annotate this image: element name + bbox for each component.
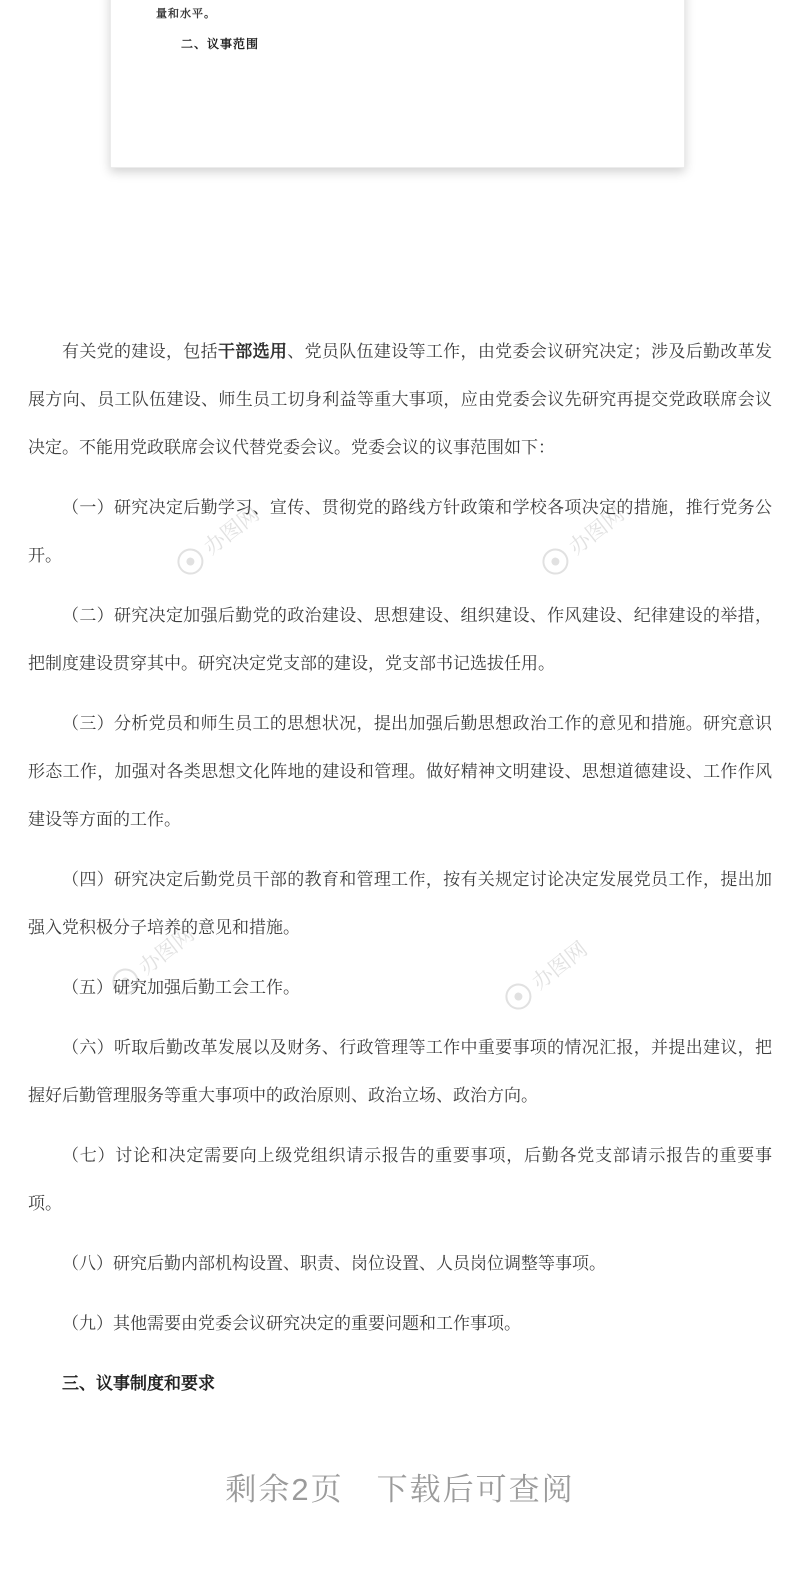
list-item-1: （一）研究决定后勤学习、宣传、贯彻党的路线方针政策和学校各项决定的措施，推行党务公开。 <box>28 498 772 565</box>
list-item-4: （四）研究决定后勤党员干部的教育和管理工作，按有关规定讨论决定发展党员工作，提出加强入党积极分子培养的意见和措施。 <box>28 870 772 937</box>
intro-bold-term: 干部选用 <box>217 342 288 361</box>
watermark-text: 办图网 <box>135 922 199 980</box>
intro-text-after: 、党员队伍建设等工作，由党委会议研究决定；涉及后勤改革发展方向、员工队伍建设、师生员工切身利益等重大事项，应由党委会议先研究再提交党政联席会议决定。不能用党政联席会议代替党委会议。党委会议的议事范围如下： <box>28 342 773 457</box>
section-heading-3: 三、议事制度和要求 <box>62 1374 215 1393</box>
previous-page-tail-text: 量和水平。 <box>156 8 216 20</box>
list-item-3: （三）分析党员和师生员工的思想状况，提出加强后勤思想政治工作的意见和措施。研究意识形态工作，加强对各类思想文化阵地的建设和管理。做好精神文明建设、思想道德建设、工作作风建设等方面的工作。 <box>28 714 772 829</box>
previous-page-section-heading: 二、议事范围 <box>181 37 260 51</box>
list-item-9: （九）其他需要由党委会议研究决定的重要问题和工作事项。 <box>62 1314 521 1333</box>
list-item-6: （六）听取后勤改革发展以及财务、行政管理等工作中重要事项的情况汇报，并提出建议，把握好后勤管理服务等重大事项中的政治原则、政治立场、政治方向。 <box>28 1038 772 1105</box>
intro-paragraph <box>28 328 772 472</box>
list-item-5: （五）研究加强后勤工会工作。 <box>62 978 300 997</box>
list-item-8: （八）研究后勤内部机构设置、职责、岗位设置、人员岗位调整等事项。 <box>62 1254 606 1273</box>
previous-page-preview <box>110 0 685 168</box>
remaining-pages-notice: 剩余2页 下载后可查阅 <box>225 1472 575 1507</box>
document-body <box>28 328 772 1408</box>
list-item-7: （七）讨论和决定需要向上级党组织请示报告的重要事项，后勤各党支部请示报告的重要事项。 <box>28 1146 772 1213</box>
list-item-2: （二）研究决定加强后勤党的政治建设、思想建设、组织建设、作风建设、纪律建设的举措，把制度建设贯穿其中。研究决定党支部的建设，党支部书记选拔任用。 <box>28 606 772 673</box>
watermark-text: 办图网 <box>200 502 264 560</box>
intro-text-before: 有关党的建设，包括 <box>62 342 218 361</box>
watermark-text: 办图网 <box>565 502 629 560</box>
watermark-text: 办图网 <box>528 937 592 995</box>
